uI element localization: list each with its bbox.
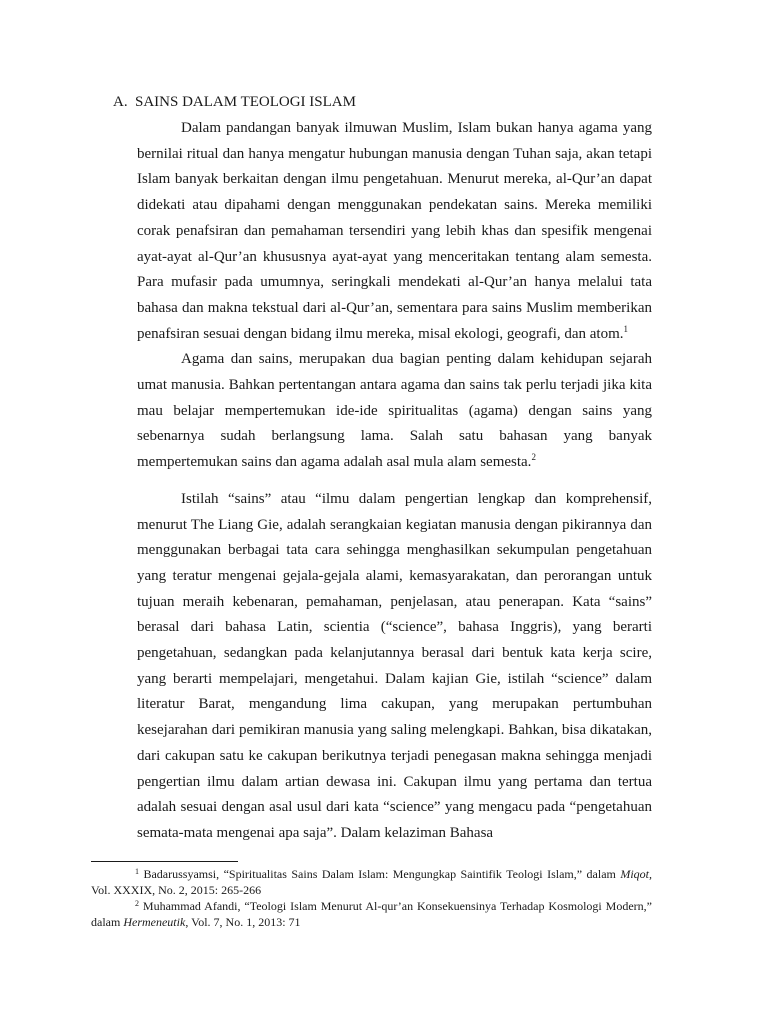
- footnote-ref: 2: [531, 452, 536, 463]
- footnote-detail: Vol. XXXIX, No. 2, 2015: 265-266: [91, 883, 262, 897]
- section-title: SAINS DALAM TEOLOGI ISLAM: [135, 94, 356, 110]
- footnote-divider: [91, 861, 238, 862]
- footnote-detail: , Vol. 7, No. 1, 2013: 71: [185, 915, 301, 929]
- paragraph: [137, 347, 652, 476]
- paragraph-text: Dalam pandangan banyak ilmuwan Muslim, Islam bukan hanya agama yang bernilai ritual dan hanya mengatur hubungan manusia dengan Tuhan saja, akan tetapi Islam banyak berkaitan dengan ilmu pengetahuan. Menurut mereka, al-Qur’an dapat didekati atau dipahami dengan menggunakan pendekatan sains. Mereka memiliki corak penafsiran dan pemahaman tersendiri yang lebih khas dan spesifik mengenai ayat-ayat al-Qur’an khususnya ayat-ayat yang menceritakan tentang alam semesta. Para mufasir pada umumnya, seringkali mendekati al-Qur’an hanya melalui tata bahasa dan makna tekstual dari al-Qur’an, sementara para sains Muslim memberikan penafsiran sesuai dengan bidang ilmu mereka, misal ekologi, geografi, dan atom.: [137, 120, 652, 342]
- body-text: [137, 116, 652, 847]
- footnote-number: 1: [135, 867, 139, 876]
- footnote-number: 2: [135, 899, 139, 908]
- footnote-source: Miqot,: [620, 867, 652, 881]
- footnote: [91, 866, 652, 898]
- footnote: [91, 898, 652, 930]
- paragraph-text: Agama dan sains, merupakan dua bagian penting dalam kehidupan sejarah umat manusia. Bahkan pertentangan antara agama dan sains tak perlu terjadi jika kita mau belajar mempertemukan ide-ide spiritualitas (agama) dengan sains yang sebenarnya sudah berlangsung lama. Salah satu bahasan yang banyak mempertemukan sains dan agama adalah asal mula alam semesta.: [137, 351, 652, 471]
- paragraph-text: Istilah “sains” atau “ilmu dalam pengertian lengkap dan komprehensif, menurut The Liang Gie, adalah serangkaian kegiatan manusia dengan pikirannya dan menggunakan berbagai tata cara sehingga menghasilkan sekumpulan pengetahuan yang teratur mengenai gejala-gejala alami, kemasyarakatan, dan perorangan untuk tujuan meraih kebenaran, pemahaman, penjelasan, atau penerapan. Kata “sains” berasal dari bahasa Latin, scientia (“science”, bahasa Inggris), yang berarti pengetahuan, sedangkan pada kelanjutannya berasal dari bentuk kata kerja scire, yang berarti mempelajari, mengetahui. Dalam kajian Gie, istilah “science” dalam literatur Barat, mengandung lima cakupan, yang merupakan pertumbuhan kesejarahan dari pemikiran manusia yang saling melengkapi. Bahkan, bisa dikatakan, dari cakupan satu ke cakupan berikutnya terjadi penegasan makna sehingga menjadi pengertian ilmu dalam artian dewasa ini. Cakupan ilmu yang pertama dan tertua adalah sesuai dengan asal usul dari kata “science” yang mengacu pada “pengetahuan semata-mata mengenai apa saja”. Dalam kelaziman Bahasa: [137, 490, 652, 841]
- section-letter: A.: [113, 94, 128, 110]
- paragraph: [137, 116, 652, 347]
- footnotes: [91, 866, 652, 930]
- footnote-text: Badarussyamsi, “Spiritualitas Sains Dalam Islam: Mengungkap Saintifik Teologi Islam,” dalam: [143, 867, 621, 881]
- paragraph: [137, 487, 652, 847]
- section-heading: [113, 91, 356, 113]
- footnote-text: Muhammad Afandi, “Teologi Islam Menurut Al-qur’an Konsekuensinya Terhadap Kosmologi Modern,” dalam: [91, 899, 652, 929]
- footnote-ref: 1: [623, 323, 629, 334]
- footnote-source: Hermeneutik: [123, 915, 186, 929]
